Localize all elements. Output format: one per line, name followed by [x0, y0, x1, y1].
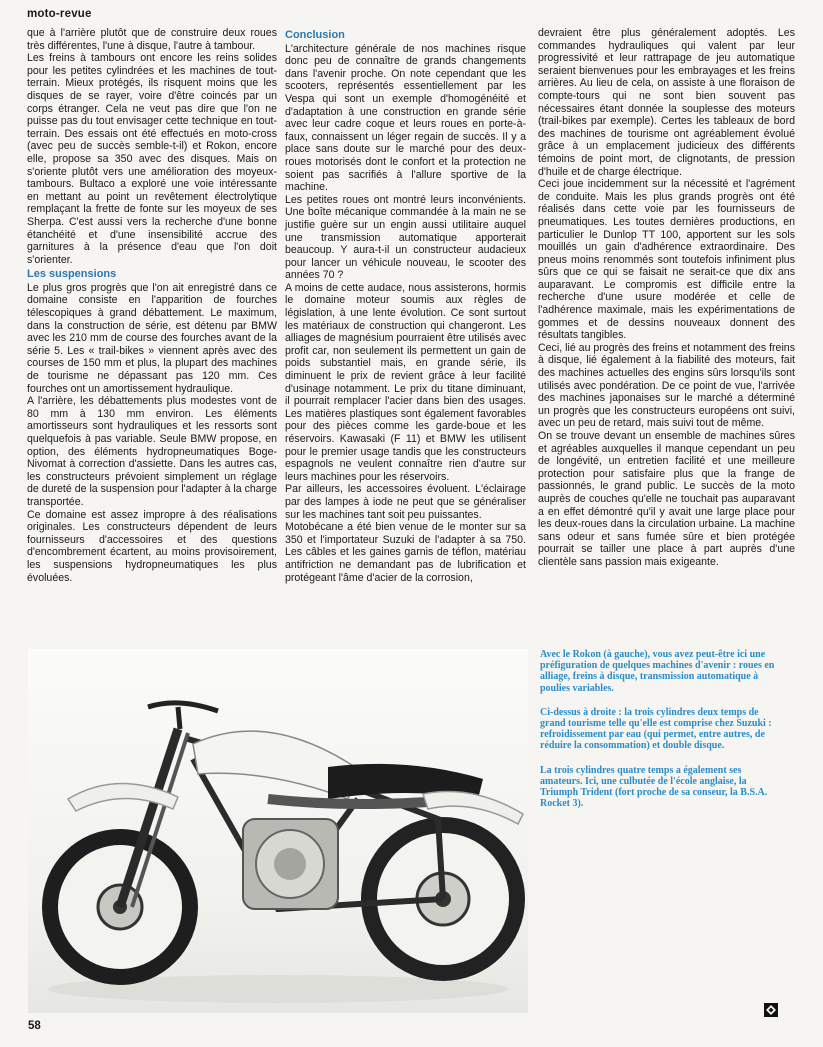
section-heading-suspensions: Les suspensions	[27, 268, 117, 281]
paragraph: A l'arrière, les débattements plus modestes vont de 80 mm à 130 mm environ. Les éléments amortisseurs sont hydrauliques et les ressorts sont quelquefois à pas variable. Seule BMW propose, en option, des éléments hydropneumatiques Boge-Nivomat à correction d'assiette. Dans les autres cas, les constructeurs prévoient simplement un réglage de dureté de la suspension pour l'adapter à la charge transportée.	[27, 395, 277, 508]
photo-captions	[540, 649, 776, 822]
paragraph: Ceci joue incidemment sur la nécessité et l'agrément de conduite. Mais les plus grands progrès ont été réalisés dans cette voie par les fournisseurs de pneumatiques. Les toutes dernières productions, en particulier le Dunlop TT 100, apportent sur les sols mouillés un gain d'adhérence extraordinaire. Des pneus moins renommés sont toutefois infiniment plus sûrs que ce qui se faisait ne serait-ce que dix ans auparavant. Le compromis est difficile entre la recherche d'une usure modérée et celle de l'adhérence maximale, mais les expérimentations de gommes et de dessins nouveaux donnent des résultats tangibles.	[538, 178, 795, 342]
paragraph: On se trouve devant un ensemble de machines sûres et agréables auxquelles il manque cependant un peu de longévité, un entretien facilité et une meilleure protection pour satisfaire plus que la frange de passionnés, le grand public. Le succès de la moto auprès de couches qu'elle ne touchait pas auparavant a en effet démontré qu'il y avait une large place pour les deux-roues dans la circulation urbaine. La machine sans odeur et sans fumée sûre et bien protégée pourrait se tailler une place à part auprès d'une clientèle sans passion mais exigeante.	[538, 430, 795, 568]
paragraph: Les petites roues ont montré leurs inconvénients. Une boîte mécanique commandée à la main ne se justifie guère sur un engin aussi utilitaire auquel une transmission automatique apporterait beaucoup. Y aura-t-il un constructeur audacieux pour lancer un véhicule nouveau, le scooter des années 70 ?	[285, 193, 526, 282]
column-3	[538, 27, 795, 569]
rokon-motorcycle-illustration	[28, 649, 528, 1013]
caption: Ci-dessus à droite : la trois cylindres deux temps de grand tourisme telle qu'elle est comprise chez Suzuki : refroidissement par eau (qui permet, entre autres, de réduire la consommation) et double disque.	[540, 706, 772, 752]
end-of-article-icon	[764, 1003, 778, 1017]
section-heading-conclusion: Conclusion	[285, 29, 345, 41]
paragraph: Par ailleurs, les accessoires évoluent. L'éclairage par des lampes à iode ne peut que se généraliser sur les machines tant soit peu puissantes.	[285, 483, 526, 521]
paragraph: que à l'arrière plutôt que de construire deux roues très différentes, l'une à disque, l'autre à tambour.	[27, 27, 277, 52]
column-2	[285, 29, 526, 584]
paragraph: devraient être plus généralement adoptés. Les commandes hydrauliques qui valent par leur progressivité et leur rattrapage de jeu automatique seraient bienvenues pour les embrayages et les freins arrières. Au lieu de cela, on assiste à une floraison de compte-tours qui ne sont bien souvent pas nécessaires étant donnée la souplesse des moteurs (trail-bikes par exemple). Certes les tableaux de bord des machines de tourisme ont agréablement évolué grâce à un emplacement judicieux des différents témoins de point mort, de clignotants, de pression d'huile et de charge électrique.	[538, 27, 795, 178]
paragraph: Motobécane a été bien venue de le monter sur sa 350 et l'importateur Suzuki de l'adapter à sa 750. Les câbles et les gaines garnis de téflon, matériau antifriction ne demandant pas de lubrification et protégeant l'âme d'acier de la corrosion,	[285, 521, 526, 584]
paragraph: Ceci, lié au progrès des freins et notamment des freins à disque, lié également à la fiabilité des moteurs, fait des machines actuelles des engins sûrs lorsqu'ils sont utilisés avec pondération. De ce point de vue, l'arrivée des machines japonaises sur le marché a déterminé un progrès que les constructeurs européens ont suivi, avec un peu de retard, mais suivi tout de même.	[538, 341, 795, 430]
paragraph: Le plus gros progrès que l'on ait enregistré dans ce domaine consiste en l'apparition de fourches télescopiques à grand débattement. Le maximum, dans la construction de série, est détenu par BMW avec les 210 mm de course des fourches avant de la série 5. Les « trail-bikes » viennent après avec des courses de 150 mm et plus, la plupart des machines de tourisme ne dépassant pas 120 mm. Ces fourches ont un amortissement hydraulique.	[27, 281, 277, 395]
column-1	[27, 27, 277, 584]
paragraph: Ce domaine est assez impropre à des réalisations originales. Les constructeurs dépendent de leurs fournisseurs d'accessoires et des questions d'encombrement écartent, au moins provisoirement, les suspensions hydropneumatiques les plus évoluées.	[27, 508, 277, 584]
paragraph: A moins de cette audace, nous assisterons, hormis le domaine moteur soumis aux règles de législation, à une lente évolution. Ce sont surtout les matériaux de construction qui changeront. Les alliages de magnésium pourraient être utilisés avec profit car, non seulement ils permettent un gain de poids substantiel mais, en grande série, ils diminuent le prix de revient grâce à leur facilité d'usinage notamment. Le prix du titane diminuant, il pourrait remplacer l'acier dans bien des usages. Les matières plastiques sont également favorables pour des pièces comme les garde-boue et les réservoirs. Kawasaki (F 11) et BMW les utilisent pour le premier usage tandis que les constructeurs espagnols ne veulent connaître rien d'autre sur leurs machines pour les réservoirs.	[285, 281, 526, 483]
caption: Avec le Rokon (à gauche), vous avez peut-être ici une préfiguration de quelques machines d'avenir : roues en alliage, freins à disque, transmission automatique à poulies variables.	[540, 649, 775, 694]
running-header: moto-revue	[27, 8, 92, 20]
paragraph: L'architecture générale de nos machines risque donc peu de connaître de grands changements dans l'avenir proche. On note cependant que les scooters, représentés essentiellement par les Vespa qui sont un exemple d'homogénéité et d'adaptation à une construction en grande série avec leur cadre coque et leurs roues en porte-à-faux, connaissent un léger regain de succès. Il y a place sans doute sur le marché pour des deux-roues motorisés dont le confort et la protection ne soient pas sacrifiés à l'allure sportive de la machine.	[285, 42, 526, 194]
motorcycle-photo	[28, 649, 528, 1013]
paragraph: Les freins à tambours ont encore les reins solides pour les petites cylindrées et les machines de tout-terrain. Mieux protégés, ils risquent moins que les disques de se rayer, voire d'être coincés par un corps étranger. Cela ne veut pas dire que l'on ne puisse pas du tout envisager cette technique en tout-terrain. Des essais ont été effectués en moto-cross (avec peu de succès semble-t-il) et Rokon, encore elle, propose sa 350 avec des disques. Mais on s'oriente plutôt vers une amélioration des moyeux-tambours. Bultaco a exploré une voie intéressante en mettant au point un revêtement électrolytique remplaçant la frette de fonte sur les moyeux de ses Sherpa. C'est aussi vers la recherche d'une bonne étanchéité et d'une insensibilité accrue des garnitures à la présence d'eau que l'on doit s'orienter.	[27, 52, 277, 266]
caption: La trois cylindres quatre temps a également ses amateurs. Ici, une culbutée de l'école anglaise, la Triumph Trident (fort proche de sa conseur, la B.S.A. Rocket 3).	[540, 764, 768, 810]
page-number: 58	[28, 1020, 41, 1032]
